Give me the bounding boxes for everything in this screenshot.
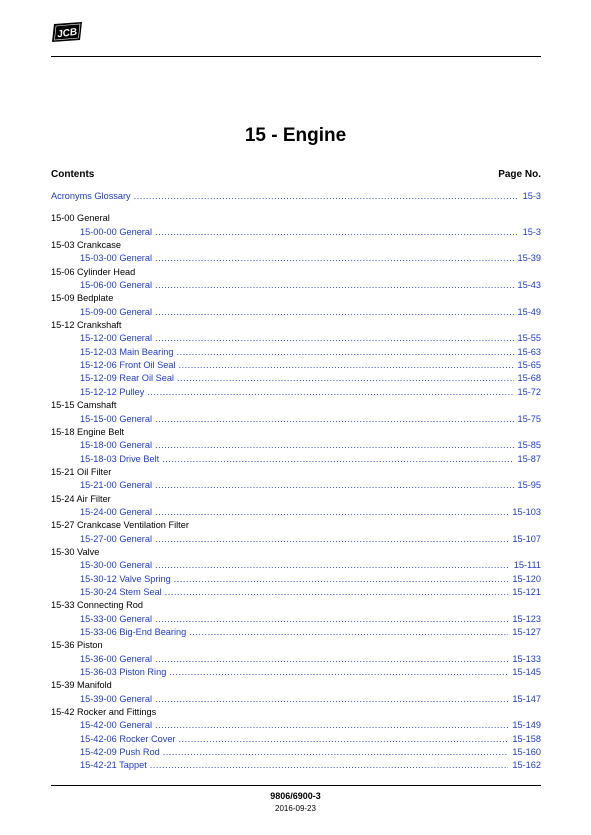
dot-leader bbox=[147, 386, 513, 399]
toc-entry-label: 15-30-00 General bbox=[80, 560, 153, 571]
toc-section-heading: 15-27 Crankcase Ventilation Filter bbox=[51, 520, 189, 531]
dot-leader bbox=[176, 346, 513, 359]
toc-entry-label: 15-12-00 General bbox=[80, 333, 153, 344]
dot-leader bbox=[179, 359, 514, 372]
dot-leader bbox=[150, 759, 509, 772]
dot-leader bbox=[155, 559, 510, 572]
toc-entry-page: 15-72 bbox=[517, 386, 541, 397]
toc-entry-page: 15-121 bbox=[512, 586, 541, 597]
toc-entry-label: 15-27-00 General bbox=[80, 533, 153, 544]
toc-entry-page: 15-160 bbox=[512, 747, 541, 758]
toc-entry-link[interactable] bbox=[51, 653, 541, 666]
dot-leader bbox=[155, 613, 508, 626]
toc-entry-page: 15-145 bbox=[512, 667, 541, 678]
toc-section-heading: 15-03 Crankcase bbox=[51, 240, 121, 251]
dot-leader bbox=[162, 453, 513, 466]
toc-entry-label: 15-36-00 General bbox=[80, 653, 153, 664]
toc-entry-link[interactable] bbox=[51, 386, 541, 399]
toc-entry-page: 15-149 bbox=[512, 720, 541, 731]
toc-entry-page: 15-162 bbox=[512, 760, 541, 771]
dot-leader bbox=[155, 252, 513, 265]
toc-entry-page: 15-111 bbox=[513, 560, 541, 571]
toc-entry-link[interactable] bbox=[51, 413, 541, 426]
toc-entry-label: 15-03-00 General bbox=[80, 253, 153, 264]
toc-entry-page: 15-127 bbox=[512, 627, 541, 637]
dot-leader bbox=[163, 746, 509, 759]
toc-section-heading: 15-24 Air Filter bbox=[51, 493, 111, 504]
dot-leader bbox=[155, 693, 508, 706]
dot-leader bbox=[155, 653, 508, 666]
toc-entry-link[interactable] bbox=[51, 733, 541, 746]
jcb-logo bbox=[51, 22, 83, 42]
toc-section-heading: 15-42 Rocker and Fittings bbox=[51, 707, 157, 718]
toc-entry-page: 15-68 bbox=[517, 373, 541, 384]
dot-leader bbox=[155, 226, 519, 239]
dot-leader bbox=[165, 586, 509, 599]
toc-entry-link[interactable] bbox=[51, 279, 541, 292]
toc-entry-link[interactable] bbox=[51, 506, 541, 519]
toc-section-heading: 15-09 Bedplate bbox=[51, 293, 114, 304]
toc-entry-label: 15-30-12 Valve Spring bbox=[80, 573, 171, 584]
toc-entry-label: 15-39-00 General bbox=[80, 693, 153, 704]
toc-entry-link[interactable] bbox=[51, 626, 541, 639]
toc-section-heading: 15-30 Valve bbox=[51, 546, 100, 557]
logo-text: JCB bbox=[56, 26, 78, 41]
toc-entry-link[interactable] bbox=[51, 453, 541, 466]
toc-entry-label: 15-42-06 Rocker Cover bbox=[80, 733, 176, 744]
toc-entry-label: 15-12-06 Front Oil Seal bbox=[80, 360, 176, 371]
toc-entry-link[interactable] bbox=[51, 190, 541, 203]
page-title: 15 - Engine bbox=[244, 125, 347, 146]
toc-entry-page: 15-43 bbox=[517, 280, 541, 291]
toc-entry-link[interactable] bbox=[51, 306, 541, 319]
footer-rule bbox=[51, 785, 541, 786]
toc-section-heading: 15-18 Engine Belt bbox=[51, 426, 125, 437]
dot-leader bbox=[155, 719, 508, 732]
toc-entry-page: 15-123 bbox=[512, 613, 541, 624]
dot-leader bbox=[155, 533, 508, 546]
toc-entry-link[interactable] bbox=[51, 693, 541, 706]
dot-leader bbox=[155, 332, 513, 345]
toc-entry-link[interactable] bbox=[51, 586, 541, 599]
toc-entry-page: 15-103 bbox=[512, 506, 541, 517]
toc-entry-page: 15-55 bbox=[517, 333, 541, 344]
toc-section-heading: 15-33 Connecting Rod bbox=[51, 600, 143, 611]
table-of-contents bbox=[51, 190, 541, 773]
dot-leader bbox=[155, 413, 513, 426]
toc-entry-link[interactable] bbox=[51, 359, 541, 372]
dot-leader bbox=[179, 733, 509, 746]
toc-entry-label: 15-18-00 General bbox=[80, 440, 153, 451]
toc-entry-link[interactable] bbox=[51, 613, 541, 626]
toc-entry-link[interactable] bbox=[51, 332, 541, 345]
toc-section-heading: 15-06 Cylinder Head bbox=[51, 266, 136, 277]
toc-entry-label: 15-09-00 General bbox=[80, 306, 153, 317]
document-number: 9806/6900-3 bbox=[270, 791, 321, 801]
toc-entry-label: 15-06-00 General bbox=[80, 280, 153, 291]
toc-section-heading: 15-36 Piston bbox=[51, 640, 103, 651]
dot-leader bbox=[155, 439, 513, 452]
toc-entry-page: 15-3 bbox=[522, 191, 541, 201]
toc-entry-page: 15-120 bbox=[512, 573, 541, 584]
toc-entry-label: 15-33-00 General bbox=[80, 613, 153, 624]
document-date: 2016-09-23 bbox=[275, 804, 316, 813]
dot-leader bbox=[134, 190, 519, 203]
toc-entry-link[interactable] bbox=[51, 533, 541, 546]
toc-section-heading: 15-21 Oil Filter bbox=[51, 466, 112, 477]
toc-entry-page: 15-87 bbox=[517, 453, 541, 464]
dot-leader bbox=[174, 573, 509, 586]
toc-entry-link[interactable] bbox=[51, 479, 541, 492]
dot-leader bbox=[155, 306, 513, 319]
toc-entry-label: 15-18-03 Drive Belt bbox=[80, 453, 160, 464]
header-rule bbox=[51, 56, 541, 57]
toc-section-heading: 15-12 Crankshaft bbox=[51, 320, 122, 331]
toc-entry-page: 15-75 bbox=[517, 413, 541, 424]
dot-leader bbox=[155, 506, 508, 519]
toc-entry-page: 15-95 bbox=[517, 480, 541, 491]
toc-entry-label: 15-30-24 Stem Seal bbox=[80, 586, 162, 597]
toc-entry-link[interactable] bbox=[51, 372, 541, 385]
toc-entry-link[interactable] bbox=[51, 573, 541, 586]
toc-entry-page: 15-3 bbox=[522, 226, 541, 237]
toc-entry-link[interactable] bbox=[51, 666, 541, 679]
toc-entry-page: 15-133 bbox=[512, 653, 541, 664]
contents-heading: Contents bbox=[51, 169, 95, 180]
page-no-heading: Page No. bbox=[498, 169, 541, 180]
toc-entry-link[interactable] bbox=[51, 746, 541, 759]
toc-entry-link[interactable] bbox=[51, 719, 541, 732]
toc-entry-label: 15-00-00 General bbox=[80, 226, 153, 237]
toc-entry-page: 15-107 bbox=[512, 533, 541, 544]
toc-entry-label: 15-33-06 Big-End Bearing bbox=[80, 627, 187, 637]
toc-entry-page: 15-65 bbox=[517, 360, 541, 371]
dot-leader bbox=[189, 626, 508, 639]
toc-entry-label: 15-12-09 Rear Oil Seal bbox=[80, 373, 174, 384]
toc-entry-label: 15-42-00 General bbox=[80, 720, 153, 731]
dot-leader bbox=[155, 279, 513, 292]
toc-entry-page: 15-49 bbox=[517, 306, 541, 317]
toc-entry-label: 15-12-03 Main Bearing bbox=[80, 346, 174, 357]
toc-entry-label: 15-42-09 Push Rod bbox=[80, 747, 160, 758]
toc-entry-link[interactable] bbox=[51, 346, 541, 359]
toc-entry-label: 15-21-00 General bbox=[80, 480, 153, 491]
dot-leader bbox=[177, 372, 514, 385]
toc-entry-label: 15-12-12 Pulley bbox=[80, 386, 145, 397]
toc-entry-link[interactable] bbox=[51, 759, 541, 772]
toc-entry-page: 15-158 bbox=[512, 733, 541, 744]
dot-leader bbox=[155, 479, 513, 492]
toc-entry-label: 15-24-00 General bbox=[80, 506, 153, 517]
toc-entry-page: 15-147 bbox=[512, 693, 541, 704]
toc-entry-link[interactable] bbox=[51, 559, 541, 572]
toc-entry-label: 15-36-03 Piston Ring bbox=[80, 667, 167, 678]
toc-entry-page: 15-85 bbox=[517, 440, 541, 451]
toc-entry-label: 15-42-21 Tappet bbox=[80, 760, 147, 771]
toc-entry-label: 15-15-00 General bbox=[80, 413, 153, 424]
toc-section-heading: 15-00 General bbox=[51, 213, 110, 224]
toc-entry-page: 15-63 bbox=[517, 346, 541, 357]
toc-entry-label: Acronyms Glossary bbox=[51, 191, 131, 201]
toc-entry-page: 15-39 bbox=[517, 253, 541, 264]
toc-section-heading: 15-39 Manifold bbox=[51, 680, 112, 691]
toc-section-heading: 15-15 Camshaft bbox=[51, 400, 117, 411]
dot-leader bbox=[169, 666, 508, 679]
toc-entry-link[interactable] bbox=[51, 252, 541, 265]
toc-entry-link[interactable] bbox=[51, 226, 541, 239]
toc-entry-link[interactable] bbox=[51, 439, 541, 452]
